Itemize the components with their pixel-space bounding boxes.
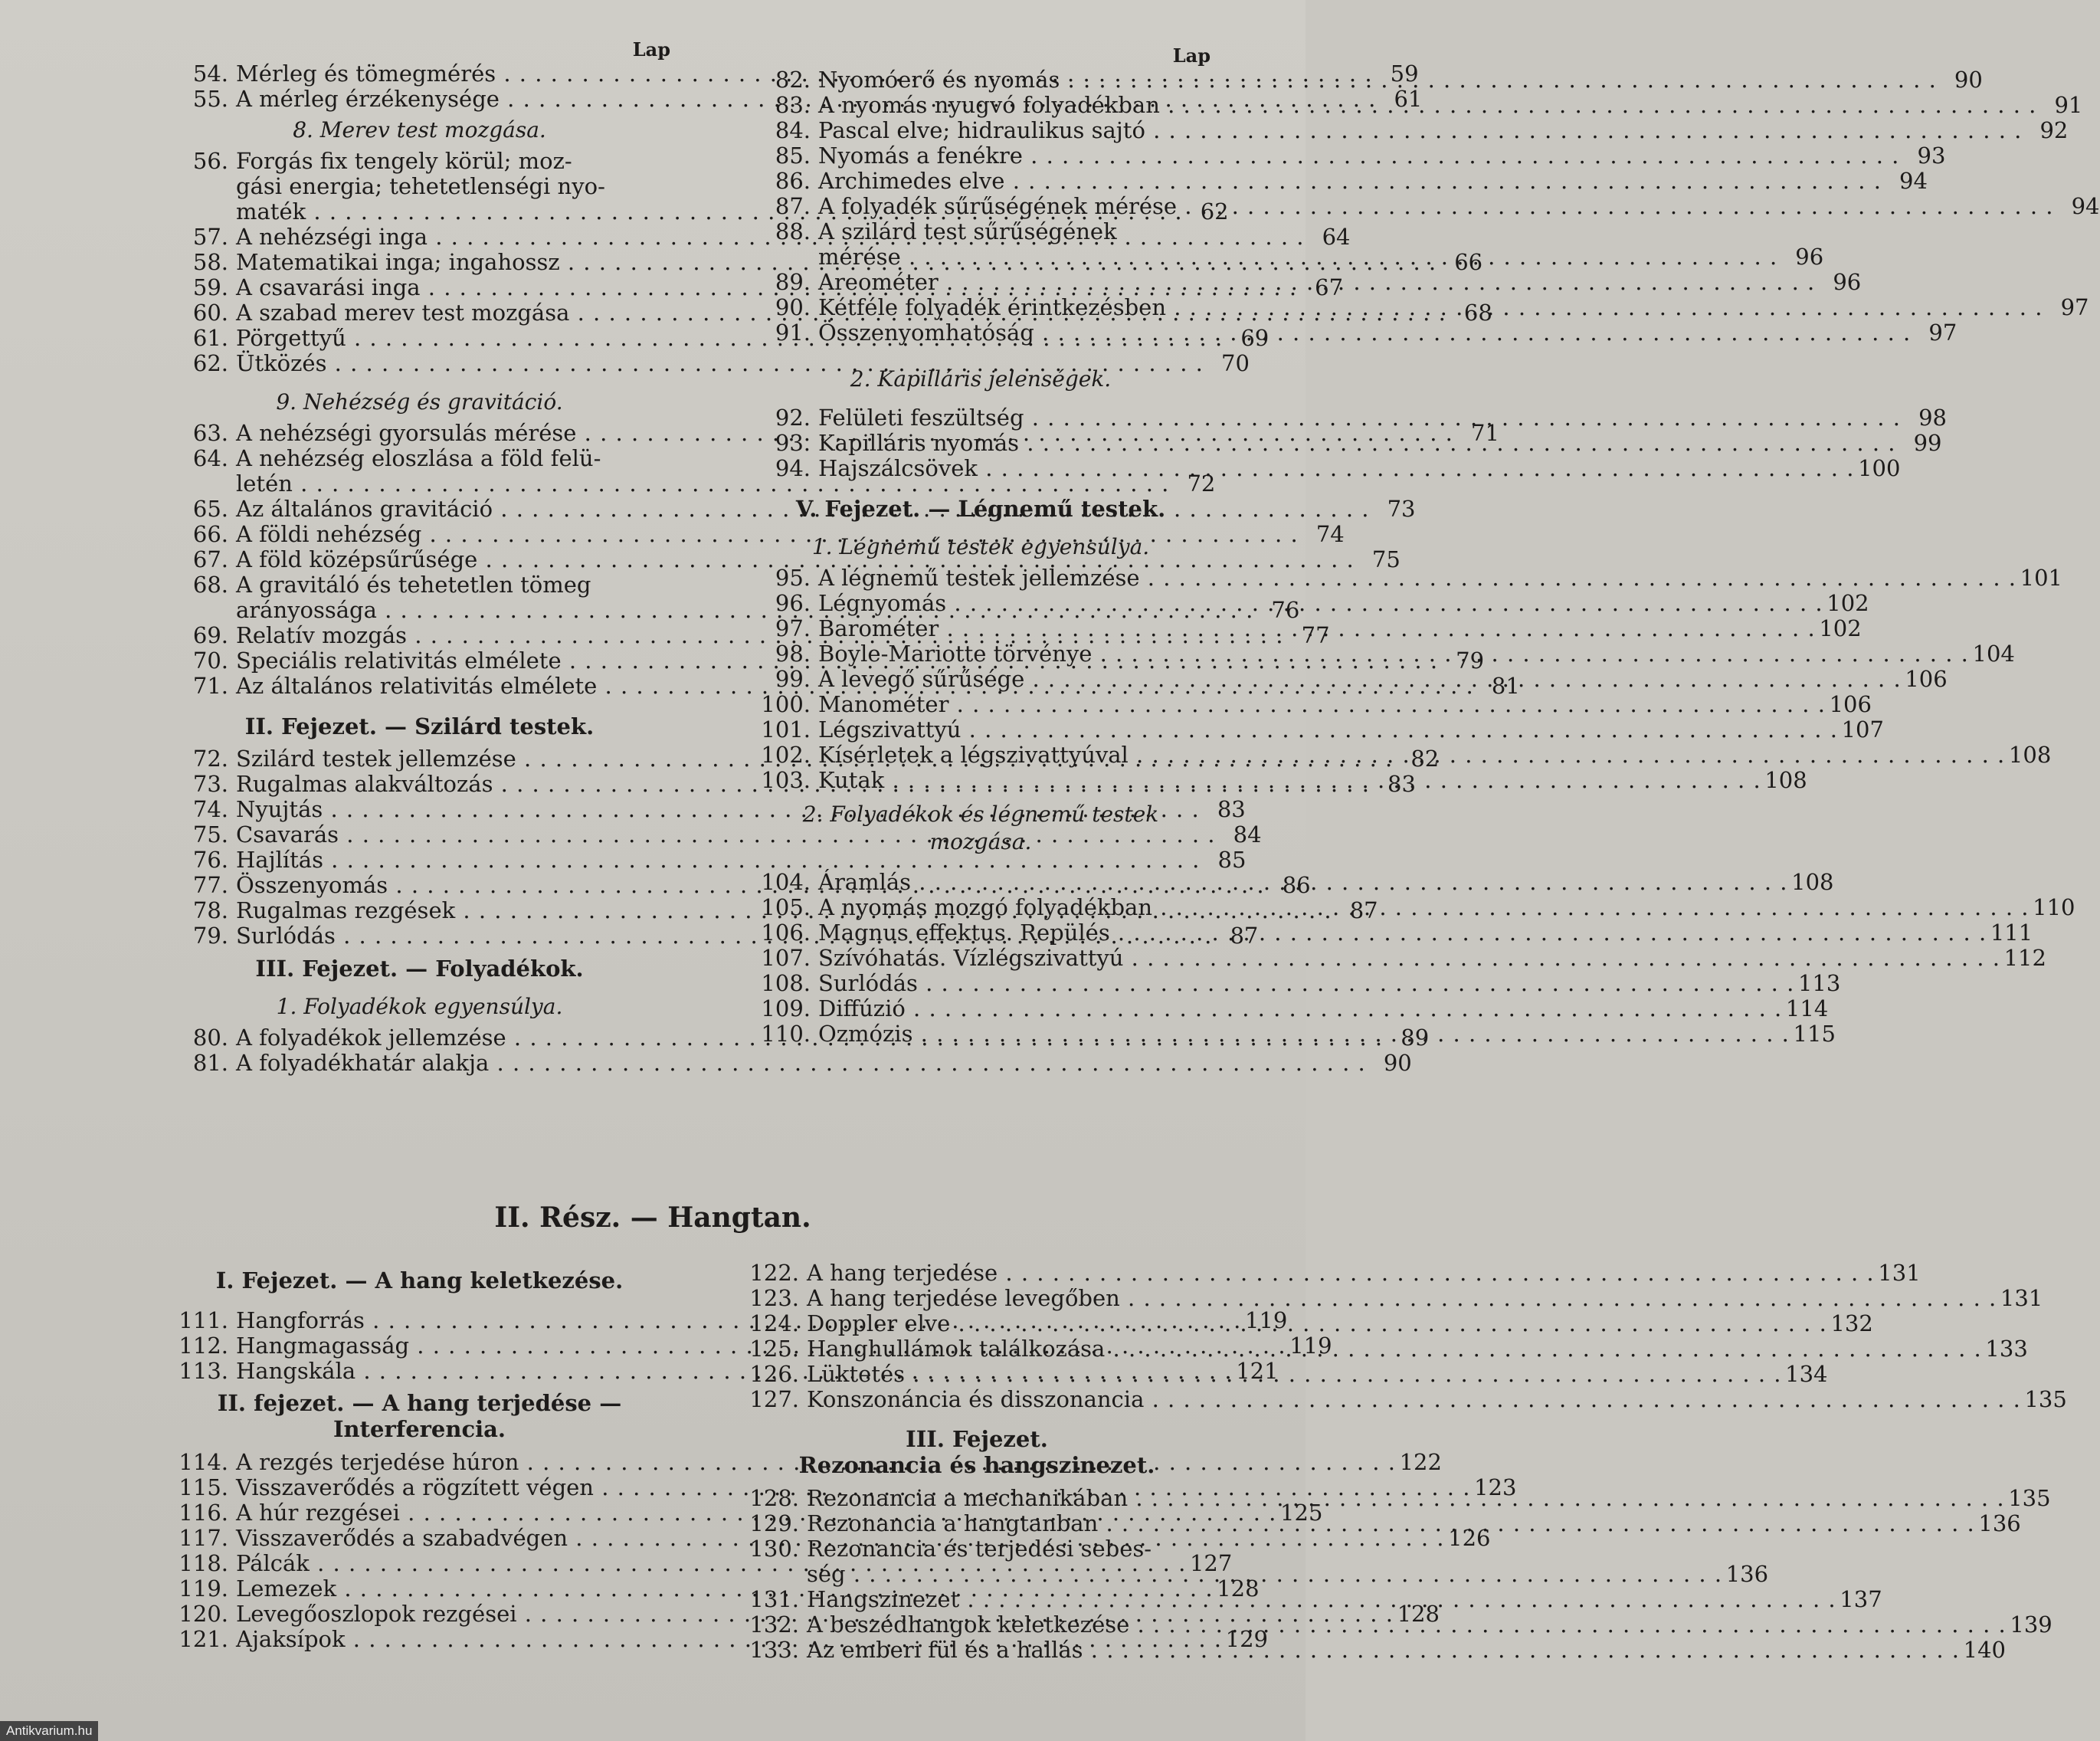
entry-page: 75 — [1371, 546, 1401, 572]
entry-page: 66 — [1454, 249, 1483, 275]
entry-title: A földi nehézség . . . — [236, 522, 1299, 547]
entry-page: 86 — [1282, 872, 1311, 898]
entry-title: A nyomás nyugvó folyadékban . . . — [818, 93, 2036, 118]
entry-number: 85. — [775, 143, 811, 169]
entry-title: Nyomóerő és nyomás . . . — [818, 67, 1937, 93]
entry-page: 77 — [1301, 622, 1330, 648]
entry-title: Hangskála . . . — [236, 1359, 1233, 1384]
entry-page: 70 — [1221, 350, 1250, 376]
toc-entry — [751, 716, 1884, 743]
entry-title: Rezonancia a mechanikában . . . — [807, 1486, 2005, 1511]
entry-title: Kapilláris nyomás . . . — [818, 431, 1896, 456]
chapter-heading: III. Fejezet. Rezonancia és hangszinezet. — [798, 1426, 1155, 1478]
entry-title: Nyomás a fenékre . . . — [818, 143, 1899, 169]
entry-title: Nyujtás . . . — [236, 797, 1200, 822]
entry-page: 129 — [1225, 1626, 1269, 1652]
toc-entry — [169, 1050, 1412, 1076]
entry-page: 131 — [2000, 1285, 2043, 1311]
entry-page: 112 — [2003, 945, 2046, 971]
entry-number: 113. — [179, 1358, 228, 1384]
entry-page: 100 — [1858, 455, 1901, 481]
entry-page: 102 — [1826, 590, 1869, 616]
entry-number: 89. — [775, 269, 811, 295]
entry-page: 108 — [2008, 742, 2052, 768]
entry-title: Doppler elve . . . — [807, 1311, 1827, 1336]
entry-number: 80. — [192, 1025, 228, 1051]
entry-title: Az emberi fül és a hallás . . . — [807, 1638, 1960, 1663]
entry-number: 59. — [192, 274, 228, 300]
entry-page: 97 — [1928, 320, 1957, 346]
entry-number: 58. — [192, 249, 228, 275]
lap-header: Lap — [1172, 44, 1211, 67]
entry-number: 121. — [179, 1626, 228, 1652]
entry-number: 74. — [192, 796, 228, 822]
entry-page: 140 — [1963, 1637, 2006, 1663]
entry-number: 100. — [761, 691, 811, 717]
entry-title: A beszédhangok keletkezése . . . — [807, 1612, 2007, 1638]
entry-page: 90 — [1383, 1050, 1412, 1076]
toc-entry-cont: gási energia; tehetetlenségi nyo- — [236, 173, 605, 199]
entry-title: Manométer . . . — [818, 692, 1826, 717]
entry-title: A légnemű testek jellemzése . . . — [818, 566, 2016, 591]
entry-page: 67 — [1315, 274, 1344, 300]
entry-page: 107 — [1841, 716, 1884, 743]
entry-page: 113 — [1797, 970, 1841, 996]
entry-title: Légnyomás . . . — [818, 591, 1823, 616]
entry-page: 64 — [1322, 224, 1351, 250]
entry-title: A föld középsűrűsége . . . — [236, 547, 1355, 572]
entry-page: 87 — [1230, 923, 1259, 949]
entry-number: 123. — [749, 1285, 799, 1311]
entry-page: 110 — [2033, 894, 2075, 920]
toc-entry — [739, 1260, 1921, 1286]
entry-title: Hangforrás . . . — [236, 1308, 1241, 1333]
entry-page: 73 — [1387, 496, 1416, 522]
entry-number: 96. — [775, 590, 811, 616]
chapter-heading: I. Fejezet. — A hang keletkezése. — [215, 1267, 624, 1293]
entry-page: 68 — [1463, 300, 1492, 326]
entry-page: 87 — [1349, 897, 1378, 923]
entry-page: 134 — [1785, 1361, 1828, 1387]
entry-number: 117. — [179, 1525, 228, 1551]
entry-page: 102 — [1819, 615, 1862, 641]
entry-number: 108. — [761, 970, 811, 996]
entry-number: 76. — [192, 847, 228, 873]
entry-title: Összenyomás . . . — [236, 873, 1265, 898]
entry-number: 95. — [775, 565, 811, 591]
toc-entry — [751, 945, 2046, 971]
entry-number: 131. — [749, 1586, 799, 1612]
entry-title: Surlódás . . . — [818, 971, 1794, 996]
entry-title: A hang terjedése levegőben . . . — [807, 1286, 1997, 1311]
toc-entry: 88. A szilárd test sűrűségének — [775, 218, 1117, 244]
entry-title: Ütközés . . . — [236, 351, 1204, 376]
entry-page: 121 — [1236, 1358, 1279, 1384]
toc-entry — [169, 350, 1250, 376]
watermark: Antikvarium.hu — [0, 1721, 98, 1741]
entry-title: Barométer . . . — [818, 616, 1816, 641]
entry-title: Hangmagasság . . . — [236, 1333, 1286, 1359]
entry-number: 114. — [179, 1449, 228, 1475]
entry-title: Rugalmas rezgések . . . — [236, 898, 1332, 923]
entry-number: 133. — [749, 1637, 799, 1663]
entry-page: 81 — [1491, 673, 1520, 699]
entry-title: Relatív mozgás . . . — [236, 623, 1284, 648]
entry-page: 85 — [1217, 847, 1247, 873]
entry-page: 61 — [1394, 86, 1423, 112]
toc-entry-cont: letén . . . 72 — [169, 471, 670, 497]
entry-number: 83. — [775, 92, 811, 118]
entry-number: 86. — [775, 168, 811, 194]
entry-page: 94 — [1899, 168, 1928, 194]
toc-entry: 63. A nehézségi gyorsulás mérése . . . 71 — [169, 421, 670, 446]
entry-page: 132 — [1830, 1310, 1873, 1336]
entry-page: 104 — [1972, 641, 2015, 667]
entry-number: 94. — [775, 455, 811, 481]
entry-number: 107. — [761, 945, 811, 971]
entry-title: Hanghullámok találkozása . . . — [807, 1336, 1982, 1362]
entry-number: 72. — [192, 746, 228, 772]
entry-page: 123 — [1474, 1474, 1517, 1500]
toc-entry — [739, 1386, 2067, 1412]
entry-number: 124. — [749, 1310, 799, 1336]
entry-title: Boyle-Mariotte törvénye . . . — [818, 641, 1969, 667]
entry-page: 135 — [2008, 1485, 2051, 1511]
entry-title: Összenyomhatóság . . . — [818, 320, 1911, 346]
entry-page: 119 — [1289, 1333, 1332, 1359]
toc-entry — [751, 970, 1841, 996]
entry-number: 82. — [775, 67, 811, 93]
entry-number: 126. — [749, 1361, 799, 1387]
entry-number: 97. — [775, 615, 811, 641]
toc-entry — [169, 1550, 1233, 1576]
entry-page: 108 — [1791, 869, 1834, 895]
entry-title: Szívóhatás. Vízlégszivattyú . . . — [818, 946, 2000, 971]
entry-number: 103. — [761, 767, 811, 793]
entry-number: 77. — [192, 872, 228, 898]
entry-page: 99 — [1913, 430, 1942, 456]
entry-page: 92 — [2039, 117, 2069, 143]
entry-title: Rugalmas alakváltozás . . . — [236, 772, 1370, 797]
entry-title: Ozmózis . . . — [818, 1021, 1790, 1047]
entry-title: A nyomás mozgó folyadékban . . . — [818, 895, 2029, 920]
entry-number: 104. — [761, 869, 811, 895]
entry-title: Ajaksípok . . . — [236, 1627, 1222, 1652]
entry-title: Rezonancia a hangtanban . . . — [807, 1511, 1975, 1536]
entry-page: 128 — [1217, 1575, 1260, 1602]
entry-page: 108 — [1764, 767, 1807, 793]
entry-page: 101 — [2020, 565, 2063, 591]
entry-page: 126 — [1448, 1525, 1491, 1551]
entry-title: Diffúzió . . . — [818, 996, 1782, 1021]
entry-page: 111 — [1990, 920, 2033, 946]
entry-page: 96 — [1833, 269, 1862, 295]
entry-title: Az általános gravitáció . . . — [236, 497, 1370, 522]
toc-entry — [751, 565, 2063, 591]
entry-number: 90. — [775, 294, 811, 320]
entry-number: 67. — [192, 546, 228, 572]
entry-page: 93 — [1917, 143, 1946, 169]
entry-title: Lemezek . . . — [236, 1576, 1214, 1602]
toc-entry-cont: mérése . . . 96 — [751, 244, 1211, 270]
entry-number: 128. — [749, 1485, 799, 1511]
entry-number: 98. — [775, 641, 811, 667]
entry-number: 57. — [192, 224, 228, 250]
entry-title: Speciális relativitás elmélete . . . — [236, 648, 1438, 674]
entry-number: 71. — [192, 673, 228, 699]
chapter-heading: II. fejezet. — A hang terjedése — Interferencia. — [217, 1390, 622, 1442]
entry-title: Visszaverődés a rögzített végen . . . — [236, 1475, 1470, 1500]
toc-entry — [751, 405, 1947, 431]
section-heading: 1. Légnemű testek egyensúlya. — [811, 534, 1150, 559]
lap-header: Lap — [632, 38, 670, 61]
section-heading: 1. Folyadékok egyensúlya. — [276, 994, 563, 1019]
entry-number: 60. — [192, 300, 228, 326]
entry-page: 83 — [1217, 796, 1246, 822]
entry-title: Levegőoszlopok rezgései . . . — [236, 1602, 1394, 1627]
entry-title: Légszivattyú . . . — [818, 717, 1838, 743]
entry-title: A rezgés terjedése húron . . . — [236, 1450, 1396, 1475]
entry-number: 81. — [192, 1050, 228, 1076]
entry-number: 127. — [749, 1386, 799, 1412]
entry-page: 94 — [2071, 193, 2100, 219]
entry-number: 99. — [775, 666, 811, 692]
entry-page: 59 — [1390, 61, 1419, 87]
toc-entry — [751, 995, 1829, 1021]
entry-number: 54. — [192, 61, 228, 87]
entry-number: 101. — [761, 716, 811, 743]
entry-page: 125 — [1280, 1500, 1323, 1526]
section-heading: 2. Kapilláris jelenségek. — [850, 366, 1112, 392]
entry-number: 84. — [775, 117, 811, 143]
entry-title: Pálcák . . . — [236, 1551, 1186, 1576]
toc-entry: 64. A nehézség eloszlása a föld felü- — [192, 445, 601, 471]
entry-title: Archimedes elve . . . — [818, 169, 1882, 194]
toc-entry — [751, 455, 1901, 481]
entry-page: 97 — [2060, 294, 2089, 320]
entry-number: 93. — [775, 430, 811, 456]
entry-title: Szilárd testek jellemzése . . . — [236, 746, 1393, 772]
entry-page: 89 — [1401, 1025, 1430, 1051]
entry-number: 109. — [761, 995, 811, 1021]
entry-title: Hajszálcsövek . . . — [818, 456, 1854, 481]
chapter-heading: V. Fejezet. — Légnemű testek. — [795, 496, 1166, 522]
entry-number: 69. — [192, 622, 228, 648]
entry-title: Visszaverődés a szabadvégen . . . — [236, 1526, 1445, 1551]
entry-title: A csavarási inga . . . — [236, 275, 1297, 300]
toc-entry — [169, 847, 1247, 873]
toc-entry-cont: arányossága . . . 76 — [169, 598, 670, 623]
entry-title: Kétféle folyadék érintkezésben . . . — [818, 295, 2043, 320]
entry-title: Areométer . . . — [818, 270, 1815, 295]
entry-title: A mérleg érzékenysége . . . — [236, 87, 1376, 112]
entry-number: 105. — [761, 894, 811, 920]
entry-title: Az általános relativitás elmélete . . . — [236, 674, 1474, 699]
entry-title: Kutak . . . — [818, 768, 1761, 793]
entry-number: 106. — [761, 920, 811, 946]
entry-page: 136 — [1978, 1510, 2021, 1536]
entry-page: 69 — [1240, 325, 1270, 351]
entry-title: Hajlítás . . . — [236, 848, 1200, 873]
entry-number: 119. — [179, 1575, 228, 1602]
entry-page: 83 — [1387, 771, 1416, 797]
entry-number: 122. — [749, 1260, 799, 1286]
entry-number: 55. — [192, 86, 228, 112]
entry-title: A húr rezgései . . . — [236, 1500, 1276, 1526]
chapter-heading: II. Fejezet. — Szilárd testek. — [244, 713, 595, 739]
entry-number: 70. — [192, 648, 228, 674]
entry-page: 131 — [1878, 1260, 1921, 1286]
entry-title: A szabad merev test mozgása . . . — [236, 300, 1446, 326]
toc-entry — [751, 168, 1928, 194]
entry-number: 110. — [761, 1021, 811, 1047]
entry-page: 119 — [1245, 1307, 1288, 1333]
entry-title: Hangszinezet . . . — [807, 1587, 1836, 1612]
entry-title: A folyadékok jellemzése . . . — [236, 1025, 1383, 1051]
entry-title: Áramlás . . . — [818, 870, 1788, 895]
entry-number: 111. — [179, 1307, 228, 1333]
entry-page: 137 — [1840, 1586, 1882, 1612]
entry-number: 73. — [192, 771, 228, 797]
entry-number: 132. — [749, 1611, 799, 1638]
toc-entry — [739, 1285, 2043, 1311]
entry-title: A levegő sűrűsége . . . — [818, 667, 1902, 692]
entry-title: Konszonáncia és disszonancia . . . — [807, 1387, 2021, 1412]
toc-entry-cont: ség . . . 136 — [739, 1562, 1214, 1587]
entry-page: 90 — [1954, 67, 1983, 93]
entry-page: 74 — [1315, 521, 1345, 547]
entry-number: 92. — [775, 405, 811, 431]
entry-page: 128 — [1397, 1601, 1440, 1627]
entry-page: 91 — [2054, 92, 2083, 118]
entry-title: Csavarás . . . — [236, 822, 1216, 848]
entry-title: A nehézségi inga . . . — [236, 225, 1304, 250]
entry-page: 106 — [1905, 666, 1948, 692]
entry-title: Magnus effektus. Repülés . . . — [818, 920, 1987, 946]
entry-title: A hang terjedése . . . — [807, 1261, 1875, 1286]
entry-title: A folyadékhatár alakja . . . — [236, 1051, 1366, 1076]
entry-page: 122 — [1399, 1449, 1442, 1475]
section-heading: 9. Nehézség és gravitáció. — [276, 389, 563, 415]
entry-title: Matematikai inga; ingahossz . . . — [236, 250, 1437, 275]
entry-title: Felületi feszültség . . . — [818, 405, 1901, 431]
entry-page: 133 — [1985, 1336, 2028, 1362]
toc-entry: 68. A gravitáló és tehetetlen tömeg — [192, 572, 591, 598]
entry-page: 79 — [1456, 648, 1485, 674]
entry-number: 78. — [192, 897, 228, 923]
entry-number: 102. — [761, 742, 811, 768]
entry-number: 65. — [192, 496, 228, 522]
entry-number: 61. — [192, 325, 228, 351]
toc-entry-cont: maték . . . 62 — [169, 199, 670, 225]
entry-page: 106 — [1829, 691, 1872, 717]
entry-page: 139 — [2010, 1611, 2052, 1638]
entry-number: 112. — [179, 1333, 228, 1359]
entry-page: 82 — [1410, 746, 1440, 772]
entry-number: 79. — [192, 923, 228, 949]
entry-number: 75. — [192, 821, 228, 848]
toc-entry — [751, 117, 2069, 143]
part-heading: II. Rész. — Hangtan. — [494, 1202, 811, 1234]
entry-number: 66. — [192, 521, 228, 547]
toc-entry — [751, 143, 1946, 169]
entry-page: 135 — [2024, 1386, 2067, 1412]
toc-entry — [751, 590, 1869, 616]
entry-number: 62. — [192, 350, 228, 376]
chapter-heading: III. Fejezet. — Folyadékok. — [255, 956, 584, 982]
toc-entry — [751, 430, 1942, 456]
toc-entry: 130. Rezonancia és terjedési sebes- — [749, 1536, 1152, 1562]
entry-number: 116. — [179, 1500, 228, 1526]
toc-entry — [751, 193, 2100, 219]
section-heading: 2. Folyadékok és légnemű testek mozgása. — [802, 802, 1159, 854]
entry-number: 91. — [775, 320, 811, 346]
entry-page: 84 — [1233, 821, 1262, 848]
entry-title: Mérleg és tömegmérés . . . — [236, 61, 1373, 87]
toc-entry — [751, 691, 1872, 717]
entry-page: 114 — [1785, 995, 1829, 1021]
entry-page: 115 — [1793, 1021, 1836, 1047]
entry-title: A folyadék sűrűségének mérése . . . — [818, 194, 2054, 219]
toc-entry: 56. Forgás fix tengely körül; moz- — [192, 148, 572, 174]
entry-number: 125. — [749, 1336, 799, 1362]
entry-page: 127 — [1189, 1550, 1233, 1576]
section-heading: 8. Merev test mozgása. — [293, 117, 546, 143]
entry-page: 98 — [1918, 405, 1947, 431]
entry-number: 87. — [775, 193, 811, 219]
entry-title: Surlódás . . . — [236, 923, 1212, 949]
toc-entry — [169, 796, 1246, 822]
entry-title: Lüktetés . . . — [807, 1362, 1781, 1387]
entry-number: 120. — [179, 1601, 228, 1627]
entry-title: Kísérletek a légszivattyúval . . . — [818, 743, 2005, 768]
entry-title: Pascal elve; hidraulikus sajtó . . . — [818, 118, 2022, 143]
entry-number: 115. — [179, 1474, 228, 1500]
entry-number: 118. — [179, 1550, 228, 1576]
entry-title: Pörgettyű . . . — [236, 326, 1223, 351]
entry-number: 129. — [749, 1510, 799, 1536]
